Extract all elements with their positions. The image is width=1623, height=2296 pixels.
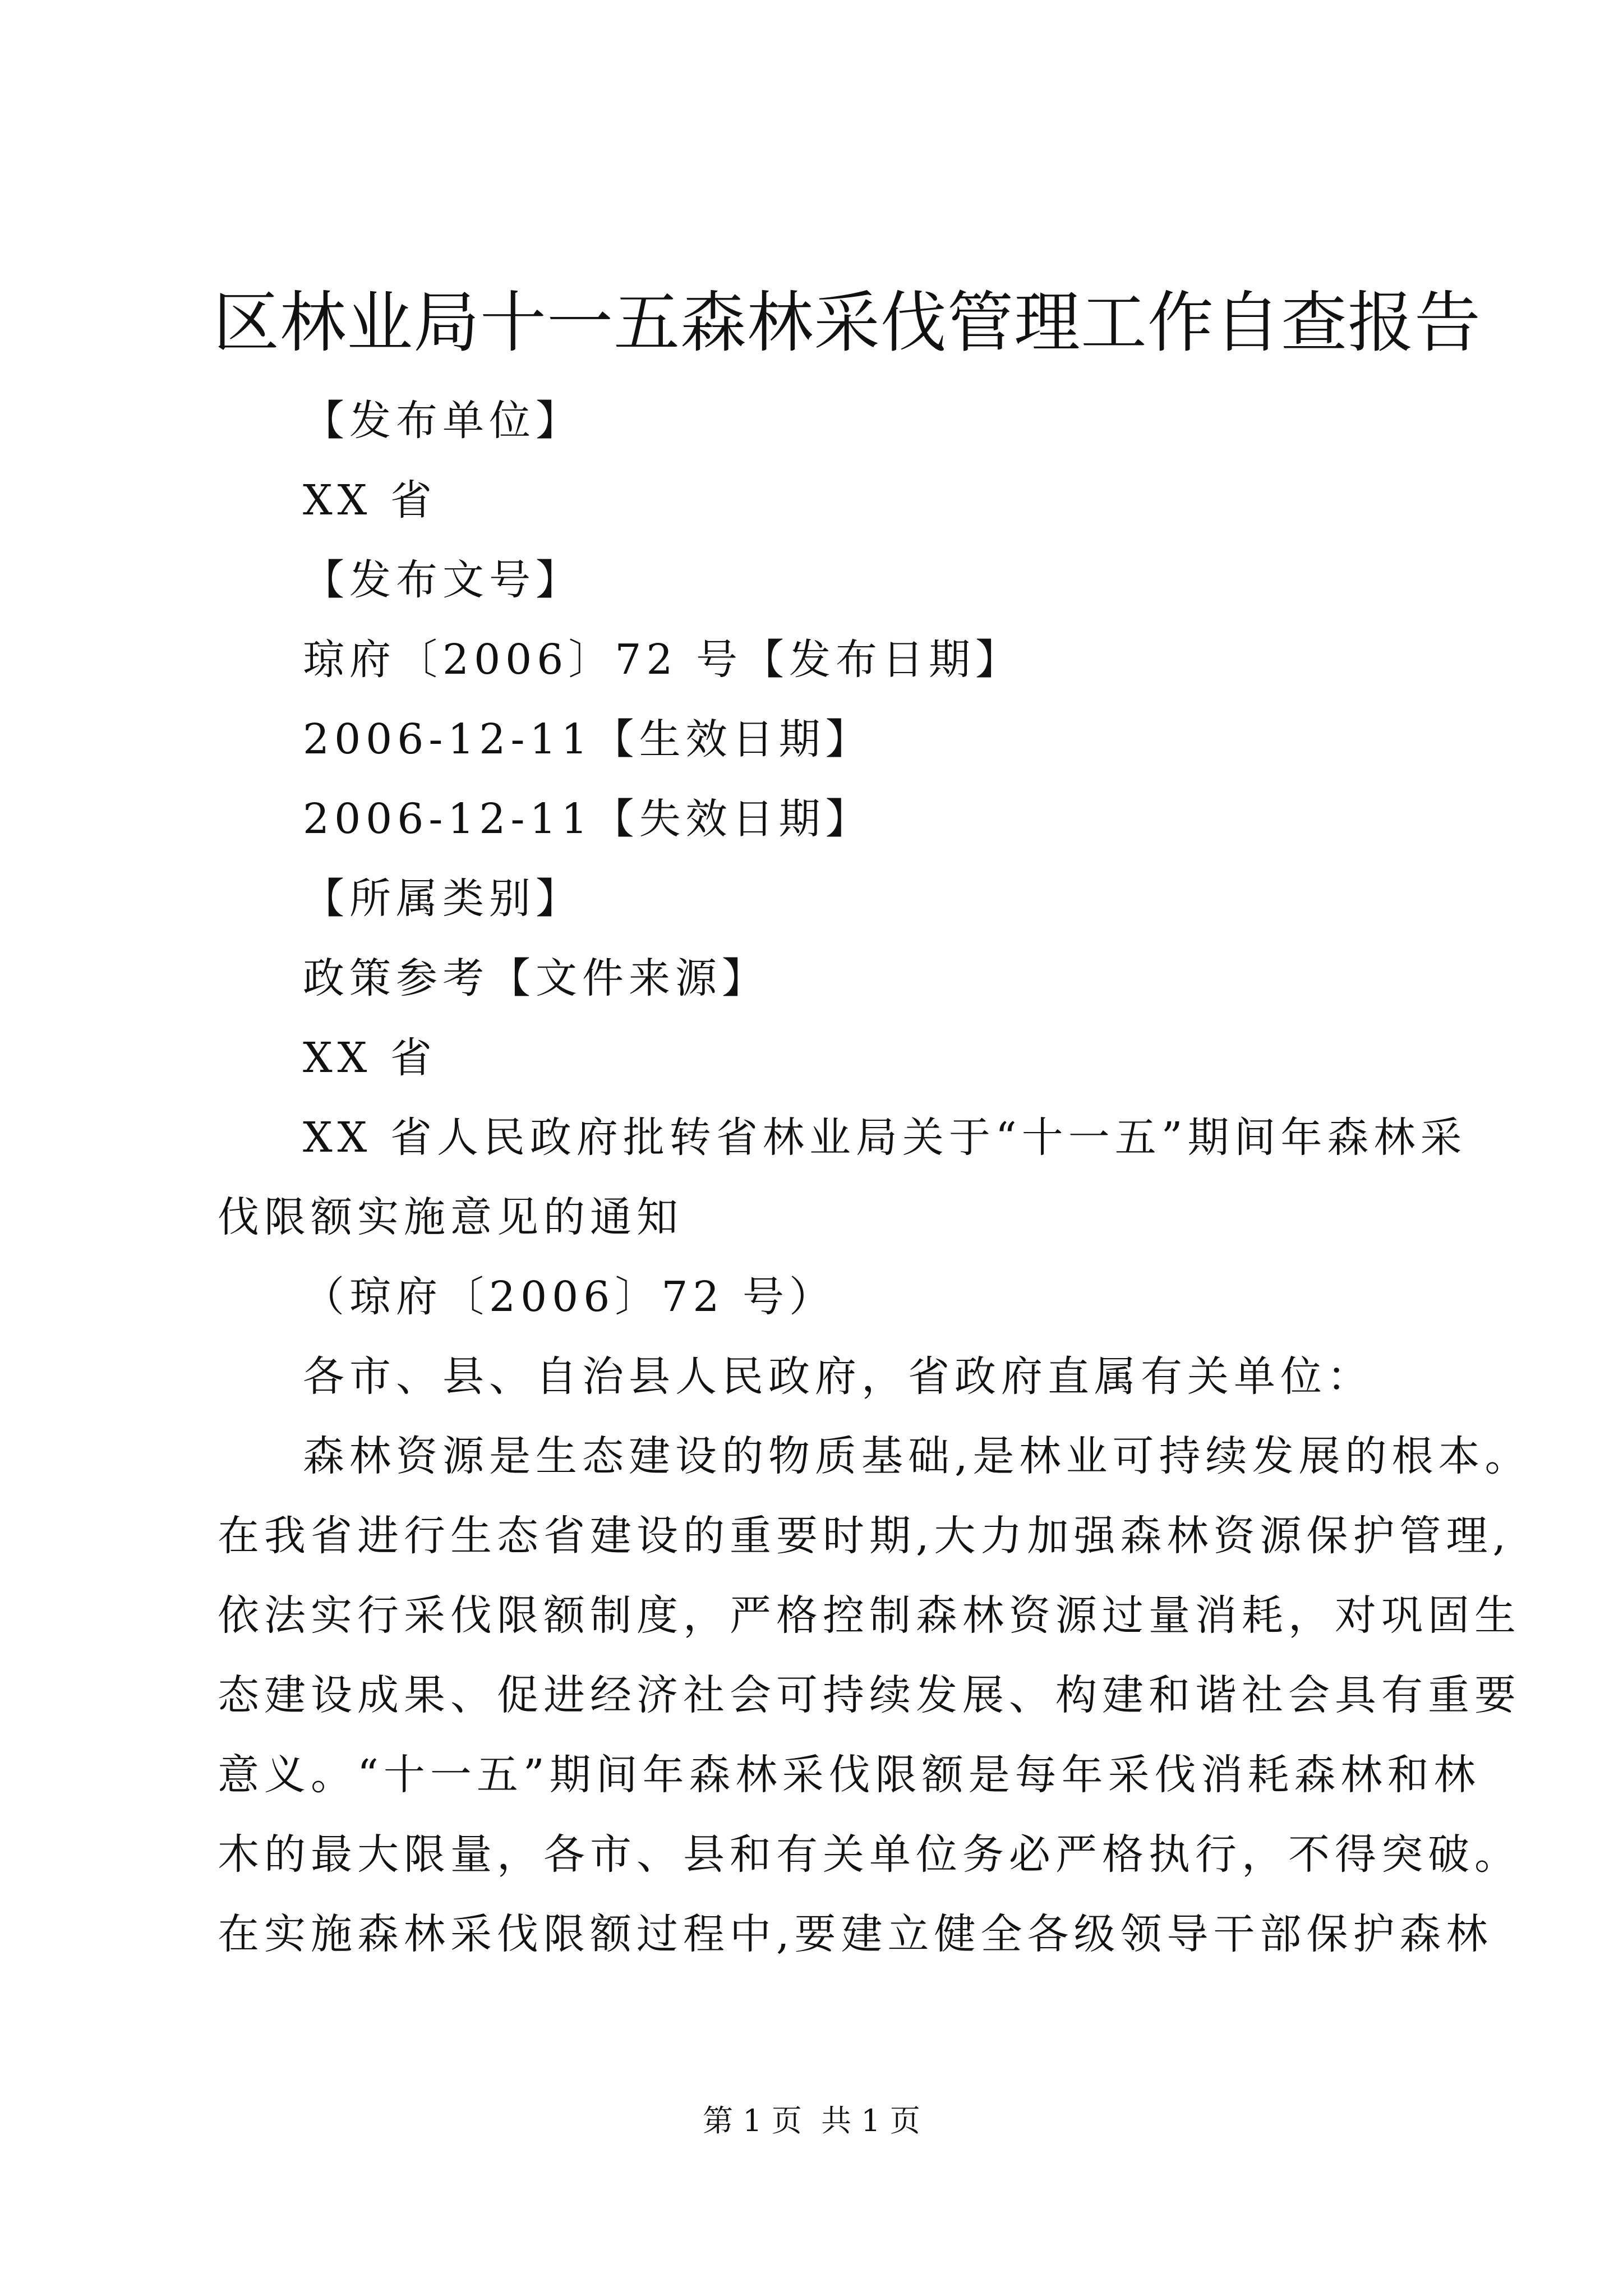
metadata-label-issuer: 【发布单位】 — [303, 397, 582, 445]
body-paragraph-line: 意义。“十一五”期间年森林采伐限额是每年采伐消耗森林和林 — [218, 1751, 1481, 1799]
metadata-value-category: 政策参考【文件来源】 — [303, 954, 768, 1002]
notice-heading-line-2: 伐限额实施意见的通知 — [218, 1193, 683, 1241]
metadata-value-issuer: XX 省 — [303, 476, 437, 524]
metadata-label-category: 【所属类别】 — [303, 875, 582, 923]
metadata-value-effective-date: 2006-12-11【失效日期】 — [303, 795, 872, 843]
document-title: 区林业局十一五森林采伐管理工作自查报告 — [213, 284, 1482, 361]
page-footer — [0, 2101, 1623, 2141]
body-paragraph-line: 在我省进行生态省建设的重要时期,大力加强森林资源保护管理, — [218, 1512, 1511, 1560]
body-paragraph-line: 在实施森林采伐限额过程中,要建立健全各级领导干部保护森林 — [218, 1910, 1493, 1958]
metadata-label-doc-number: 【发布文号】 — [303, 556, 582, 604]
body-paragraph-line: 森林资源是生态建设的物质基础,是林业可持续发展的根本。 — [303, 1432, 1532, 1480]
body-paragraph-line: 依法实行采伐限额制度，严格控制森林资源过量消耗，对巩固生 — [218, 1591, 1521, 1640]
metadata-value-source: XX 省 — [303, 1034, 437, 1082]
notice-reference-number: （琼府〔2006〕72 号） — [303, 1273, 836, 1321]
metadata-value-issue-date: 2006-12-11【生效日期】 — [303, 715, 872, 763]
notice-salutation: 各市、县、自治县人民政府，省政府直属有关单位： — [303, 1352, 1373, 1401]
metadata-value-doc-number: 琼府〔2006〕72 号【发布日期】 — [303, 636, 1022, 684]
notice-heading-line-1: XX 省人民政府批转省林业局关于“十一五”期间年森林采 — [303, 1114, 1467, 1162]
body-paragraph-line: 态建设成果、促进经济社会可持续发展、构建和谐社会具有重要 — [218, 1671, 1521, 1719]
body-paragraph-line: 木的最大限量，各市、县和有关单位务必严格执行，不得突破。 — [218, 1830, 1521, 1879]
page-number-label: 第 1 页 共 1 页 — [703, 2103, 920, 2138]
